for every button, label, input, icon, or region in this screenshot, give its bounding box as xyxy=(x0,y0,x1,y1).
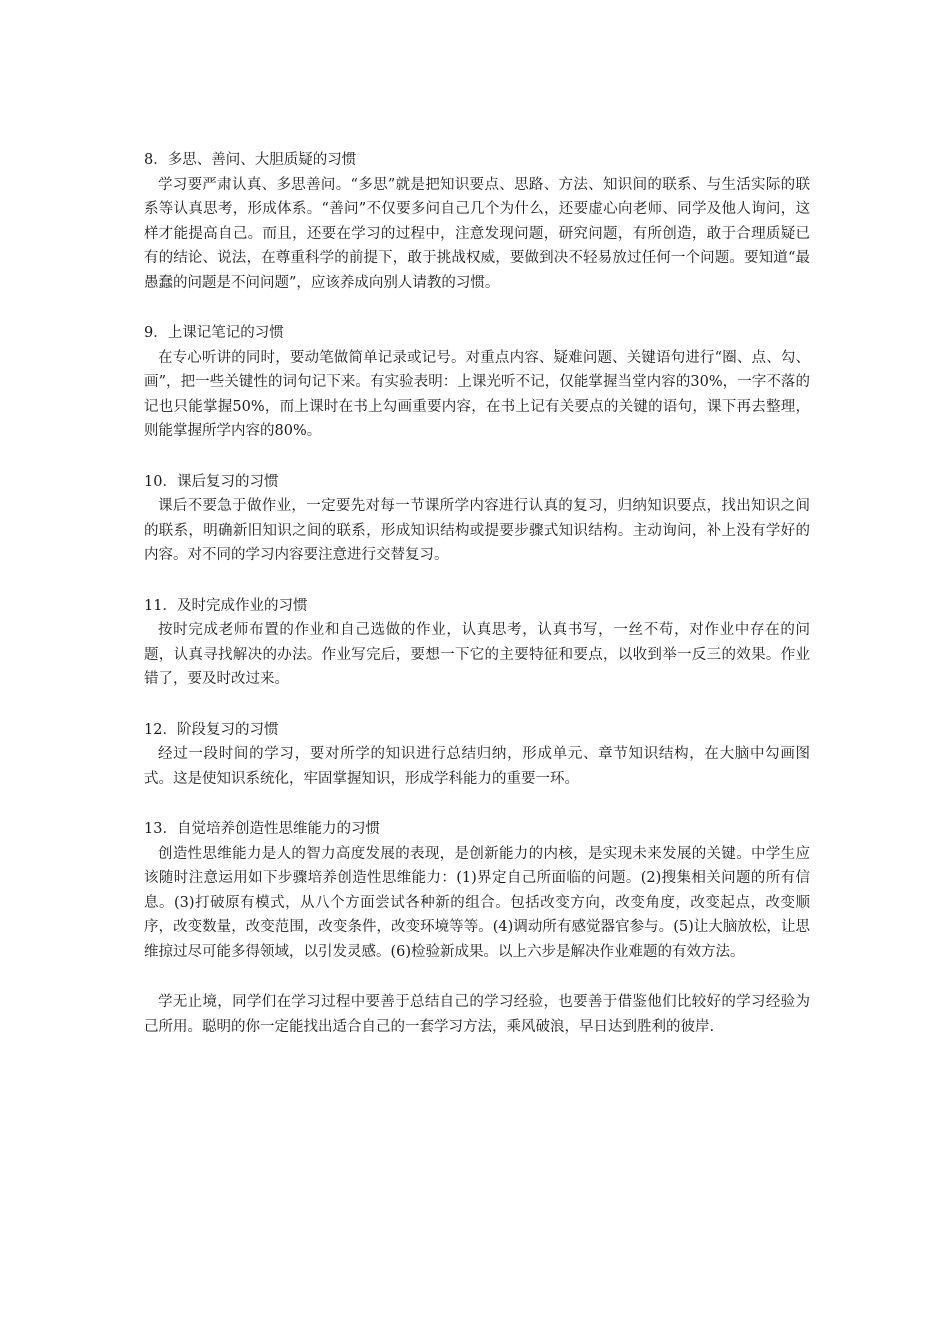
section-body: 学习要严肃认真、多思善问。“多思”就是把知识要点、思路、方法、知识间的联系、与生活实际的联系等认真思考，形成体系。“善问”不仅要多问自己几个为什么，还要虚心向老师、同学及他人询问，这样才能提高自己。而且，还要在学习的过程中，注意发现问题，研究问题，有所创造，敢于合理质疑已有的结论、说法，在尊重科学的前提下，敢于挑战权威，要做到决不轻易放过任何一个问题。要知道“最愚蠢的问题是不问问题”，应该养成向别人请教的习惯。 xyxy=(144,176,810,291)
section-body: 经过一段时间的学习，要对所学的知识进行总结归纳，形成单元、章节知识结构，在大脑中勾画图式。这是使知识系统化，牢固掌握知识，形成学科能力的重要一环。 xyxy=(144,746,810,787)
closing-paragraph: 学无止境，同学们在学习过程中要善于总结自己的学习经验，也要善于借鉴他们比较好的学习经验为己所用。聪明的你一定能找出适合自己的一套学习方法，乘风破浪，早日达到胜利的彼岸. xyxy=(144,994,810,1035)
section-body: 按时完成老师布置的作业和自己选做的作业，认真思考，认真书写，一丝不苟，对作业中存在的问题，认真寻找解决的办法。作业写完后，要想一下它的主要特征和要点，以收到举一反三的效果。作业错了，要及时改过来。 xyxy=(144,622,810,687)
section-body: 课后不要急于做作业，一定要先对每一节课所学内容进行认真的复习，归纳知识要点，找出知识之间的联系，明确新旧知识之间的联系，形成知识结构或提要步骤式知识结构。主动询问，补上没有学好的内容。对不同的学习内容要注意进行交替复习。 xyxy=(144,498,810,563)
document-page xyxy=(144,148,810,1039)
section-heading: 8．多思、善问、大胆质疑的习惯 xyxy=(144,152,357,168)
section-habit-9 xyxy=(144,321,810,444)
section-habit-8 xyxy=(144,148,810,295)
section-habit-11 xyxy=(144,594,810,692)
section-heading: 12．阶段复习的习惯 xyxy=(144,721,279,738)
section-body: 在专心听讲的同时，要动笔做简单记录或记号。对重点内容、疑难问题、关键语句进行“圈、点、勾、画”，把一些关键性的词句记下来。有实验表明：上课光听不记，仅能掌握当堂内容的30%，一字不落的记也只能掌握50%，而上课时在书上勾画重要内容，在书上记有关要点的关键的语句，课下再去整理，则能掌握所学内容的80%。 xyxy=(144,349,810,439)
section-habit-12 xyxy=(144,718,810,792)
section-heading: 11．及时完成作业的习惯 xyxy=(144,597,308,614)
section-body: 创造性思维能力是人的智力高度发展的表现，是创新能力的内核，是实现未来发展的关键。中学生应该随时注意运用如下步骤培养创造性思维能力：(1)界定自己所面临的问题。(2)搜集相关问题的所有信息。(3)打破原有模式，从八个方面尝试各种新的组合。包括改变方向，改变角度，改变起点，改变顺序，改变数量，改变范围，改变条件，改变环境等等。(4)调动所有感觉器官参与。(5)让大脑放松，让思维掠过尽可能多得领域，以引发灵感。(6)检验新成果。以上六步是解决作业难题的有效方法。 xyxy=(144,845,810,960)
section-heading: 10．课后复习的习惯 xyxy=(144,473,279,490)
section-habit-13 xyxy=(144,817,810,964)
section-habit-10 xyxy=(144,470,810,568)
section-heading: 9．上课记笔记的习惯 xyxy=(144,325,284,341)
section-heading: 13．自觉培养创造性思维能力的习惯 xyxy=(144,821,380,837)
